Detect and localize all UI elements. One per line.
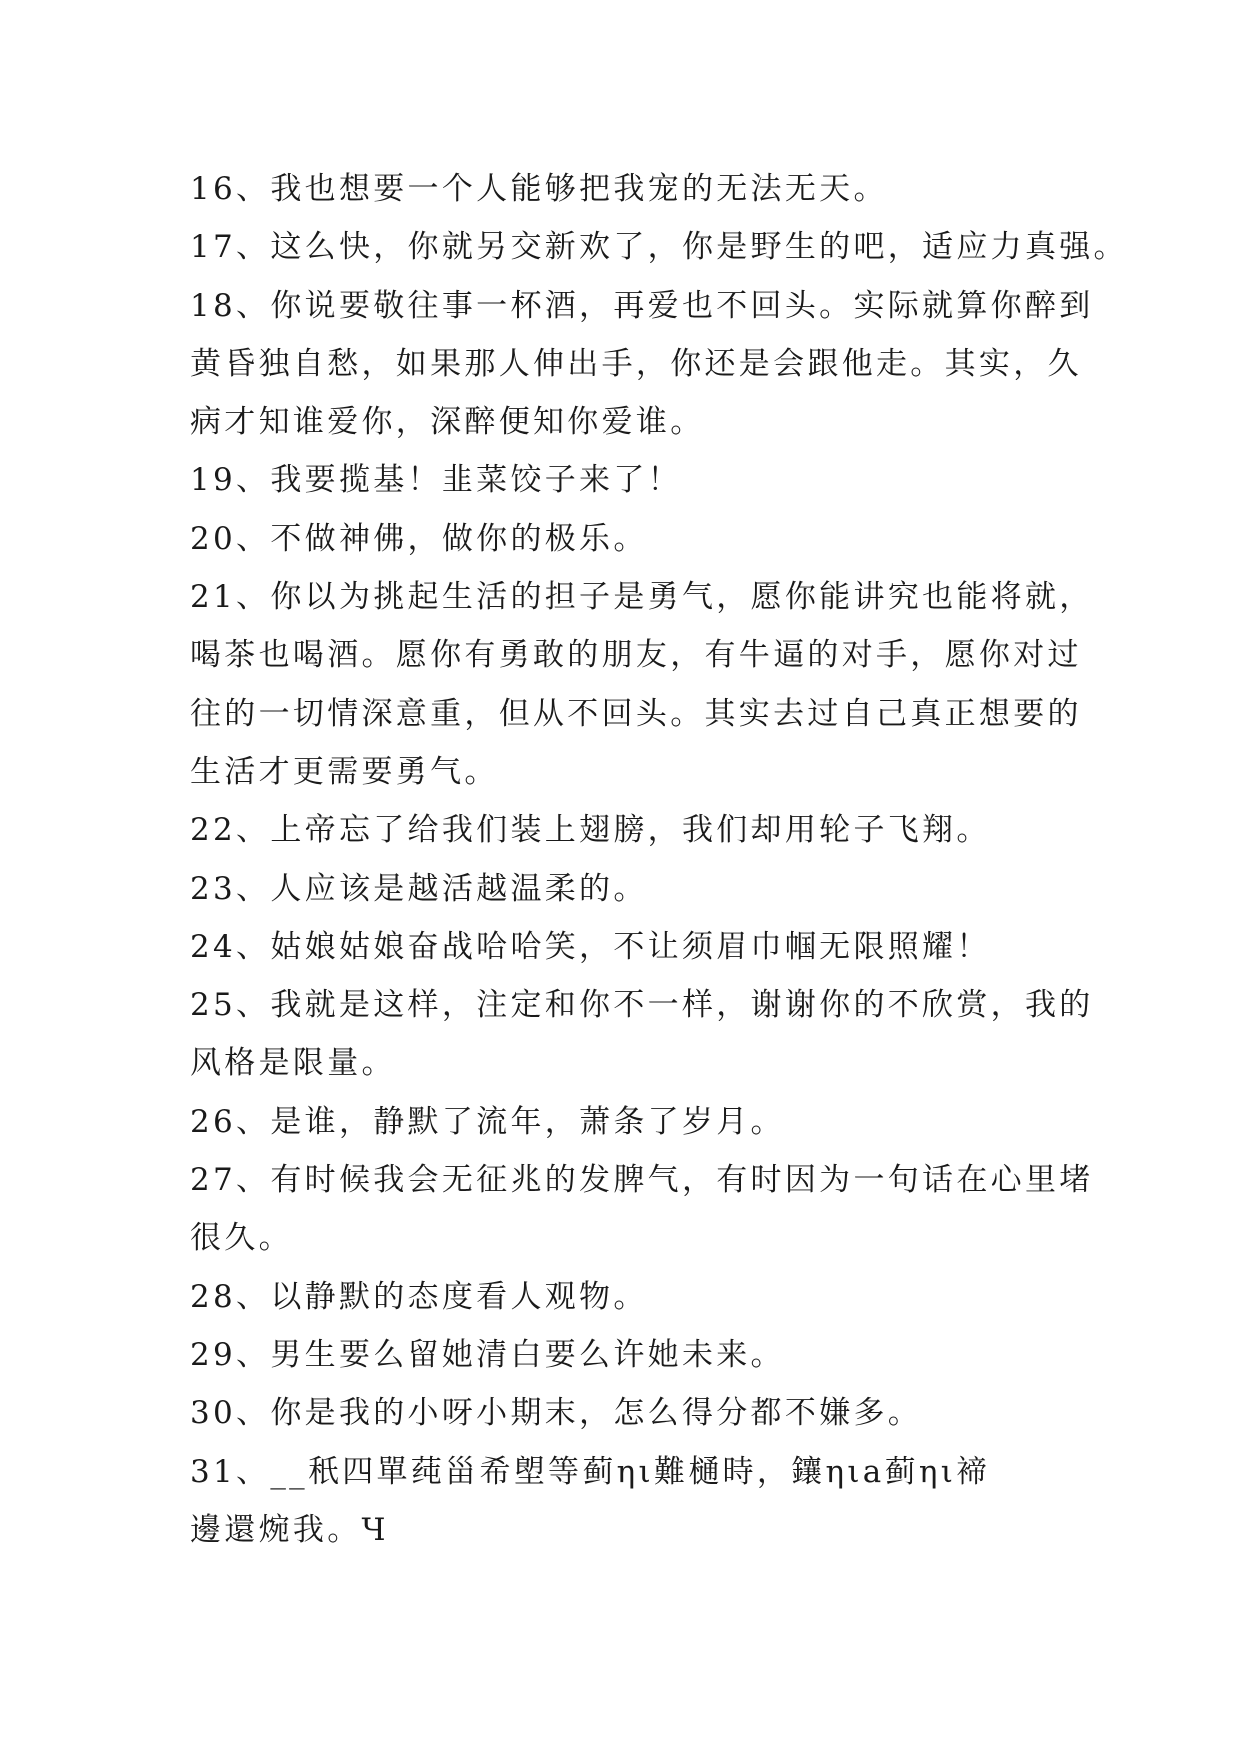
text-line: 24、姑娘姑娘奋战哈哈笑，不让须眉巾帼无限照耀！ xyxy=(190,928,991,965)
text-line: 黄昏独自愁，如果那人伸出手，你还是会跟他走。其实，久 xyxy=(190,345,1082,382)
text-line: 风格是限量。 xyxy=(190,1045,396,1082)
text-line: 22、上帝忘了给我们装上翅膀，我们却用轮子飞翔。 xyxy=(190,812,991,849)
text-line: 26、是谁，静默了流年，萧条了岁月。 xyxy=(190,1103,785,1140)
text-line: 生活才更需要勇气。 xyxy=(190,753,499,790)
text-line: 17、这么快，你就另交新欢了，你是野生的吧，适应力真强。 xyxy=(190,229,1128,266)
text-line: 20、不做神佛，做你的极乐。 xyxy=(190,520,648,557)
text-line: 23、人应该是越活越温柔的。 xyxy=(190,870,648,907)
text-line: 18、你说要敬往事一杯酒，再爱也不回头。实际就算你醉到 xyxy=(190,287,1094,324)
text-line: 邊還焥我。Ч xyxy=(190,1511,389,1548)
text-line: 16、我也想要一个人能够把我宠的无法无天。 xyxy=(190,171,888,207)
text-line: 往的一切情深意重，但从不回头。其实去过自己真正想要的 xyxy=(190,695,1082,732)
text-line: 27、有时候我会无征兆的发脾气，有时因为一句话在心里堵 xyxy=(190,1162,1094,1199)
text-line: 29、男生要么留她清白要么许她未来。 xyxy=(190,1336,785,1373)
text-line: 30、你是我的小呀小期末，怎么得分都不嫌多。 xyxy=(190,1395,923,1432)
text-line: 28、以静默的态度看人观物。 xyxy=(190,1278,648,1315)
text-line: 喝茶也喝酒。愿你有勇敢的朋友，有牛逼的对手，愿你对过 xyxy=(190,637,1082,674)
text-line: 31、__秖四單莼甾希塱等蓟ηι難樋時，鑲ηιa蓟ηι褅 xyxy=(190,1453,991,1490)
text-line: 很久。 xyxy=(190,1220,293,1257)
text-line: 21、你以为挑起生活的担子是勇气，愿你能讲究也能将就， xyxy=(190,579,1094,616)
text-line: 19、我要揽基！韭菜饺子来了！ xyxy=(190,462,682,499)
text-line: 病才知谁爱你，深醉便知你爱谁。 xyxy=(190,404,705,441)
document-body xyxy=(190,160,1128,1559)
text-line: 25、我就是这样，注定和你不一样，谢谢你的不欣赏，我的 xyxy=(190,987,1094,1024)
